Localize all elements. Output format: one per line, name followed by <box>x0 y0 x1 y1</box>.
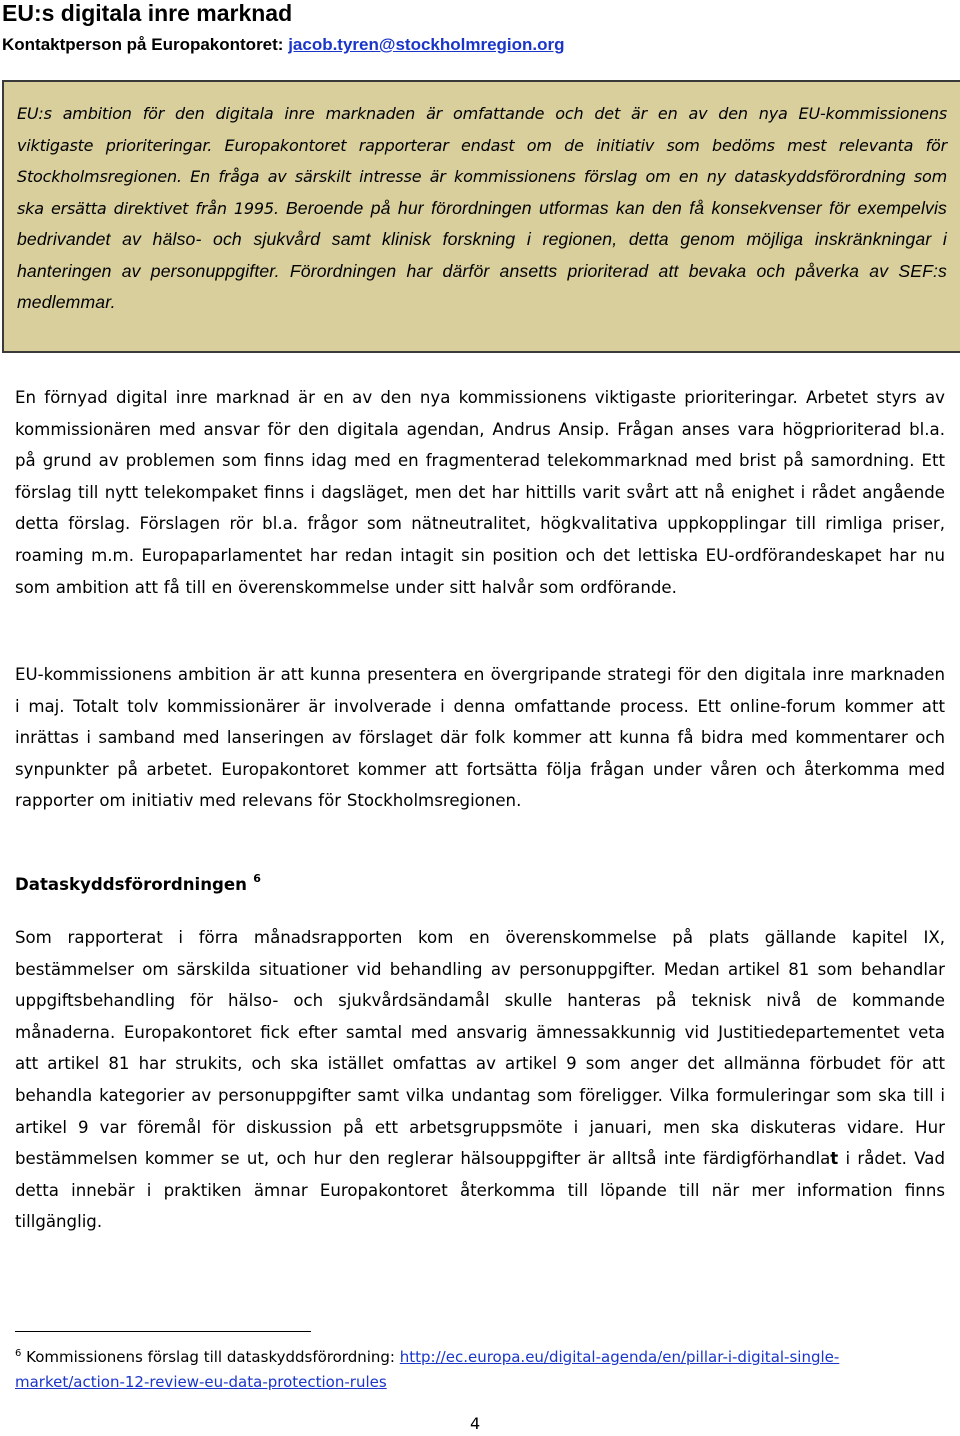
contact-label: Kontaktperson på Europakontoret: <box>2 35 289 54</box>
footnote-reference[interactable]: 6 <box>253 872 261 885</box>
footnote <box>15 1345 945 1395</box>
paragraph-data-protection-part2: i rådet. Vad detta innebär i praktiken ämnar Europakontoret återkomma till löpande till när mer information finns tillgänglig. <box>15 1149 945 1232</box>
bold-letter: t <box>830 1149 839 1169</box>
contact-email-link[interactable]: jacob.tyren@stockholmregion.org <box>288 35 565 54</box>
summary-text-part1: EU:s ambition för den digitala inre marknaden är omfattande och det är en av den nya EU-kommissionens viktigaste prioriteringar. Europakontoret rapporterar endast om de initiativ som bedöms mest relevanta för Stockholmsregionen. En fråga av särskilt intresse är kommissionens förslag om en ny dataskyddsförordning som ska ersätta direktivet från 1995. <box>17 104 947 218</box>
paragraph-digital-market: En förnyad digital inre marknad är en av den nya kommissionens viktigaste prioriteringar. Arbetet styrs av kommissionären med ansvar för den digitala agendan, Andrus Ansip. Frågan anses vara högprioriterad bl.a. på grund av problemen som finns idag med en fragmenterad telekommarknad med brist på samordning. Ett förslag till nytt telekompaket finns i dagsläget, men det har hittills varit svårt att nå enighet i rådet angående detta förslag. Förslagen rör bl.a. frågor som nätneutralitet, högkvalitativa uppkopplingar till rimliga priser, roaming m.m. Europaparlamentet har redan intagit sin position och det lettiska EU-ordförandeskapet har nu som ambition att få till en överenskommelse under sitt halvår som ordförande. <box>15 388 945 597</box>
summary-text-part2: Beroende på hur förordningen utformas kan den få konsekvenser för exempelvis bedrivandet av hälso- och sjukvård samt klinisk forskning i regionen, detta genom möjliga inskränkningar i hanteringen av personuppgifter. Förordningen har därför ansetts prioriterad att bevaka och påverka av SEF:s medlemmar. <box>17 197 947 312</box>
footnote-link[interactable]: http://ec.europa.eu/digital-agenda/en/pillar-i-digital-single-market/action-12-review-eu-data-protection-rules <box>15 1348 840 1391</box>
footnote-divider <box>15 1331 311 1332</box>
paragraph-data-protection <box>15 922 945 1238</box>
summary-text <box>17 98 947 319</box>
summary-box <box>2 80 960 353</box>
paragraph-strategy: EU-kommissionens ambition är att kunna presentera en övergripande strategi för den digitala inre marknaden i maj. Totalt tolv kommissionärer är involverade i denna omfattande process. Ett online-forum kommer att inrättas i samband med lanseringen av förslaget där folk kommer att kunna få bidra med kommentarer och synpunkter på arbetet. Europakontoret kommer att fortsätta följa frågan under våren och återkomma med rapporter om initiativ med relevans för Stockholmsregionen. <box>15 665 945 811</box>
footnote-text: Kommissionens förslag till dataskyddsförordning: <box>21 1348 400 1366</box>
document-title: EU:s digitala inre marknad <box>2 0 293 26</box>
page-number: 4 <box>470 1414 481 1433</box>
section-heading-text: Dataskyddsförordningen <box>15 875 247 894</box>
contact-line <box>2 34 565 56</box>
footnote-number: 6 <box>15 1348 22 1359</box>
section-heading <box>15 869 945 901</box>
paragraph-data-protection-part1: Som rapporterat i förra månadsrapporten kom en överenskommelse på plats gällande kapitel IX, bestämmelser om särskilda situationer vid behandling av personuppgifter. Medan artikel 81 som behandlar uppgiftsbehandling för hälso- och sjukvårdsändamål skulle hanteras på teknisk nivå de kommande månaderna. Europakontoret fick efter samtal med ansvarig ämnessakkunnig vid Justitiedepartementet veta att artikel 81 har strukits, och ska istället omfattas av artikel 9 som anger det allmänna förbudet för att behandla kategorier av personuppgifter samt vilka undantag som föreligger. Vilka formuleringar som ska till i artikel 9 var föremål för diskussion på ett arbetsgruppsmöte i januari, men ska diskuteras vidare. Hur bestämmelsen kommer se ut, och hur den reglerar hälsouppgifter är alltså inte färdigförhandla <box>15 928 945 1169</box>
